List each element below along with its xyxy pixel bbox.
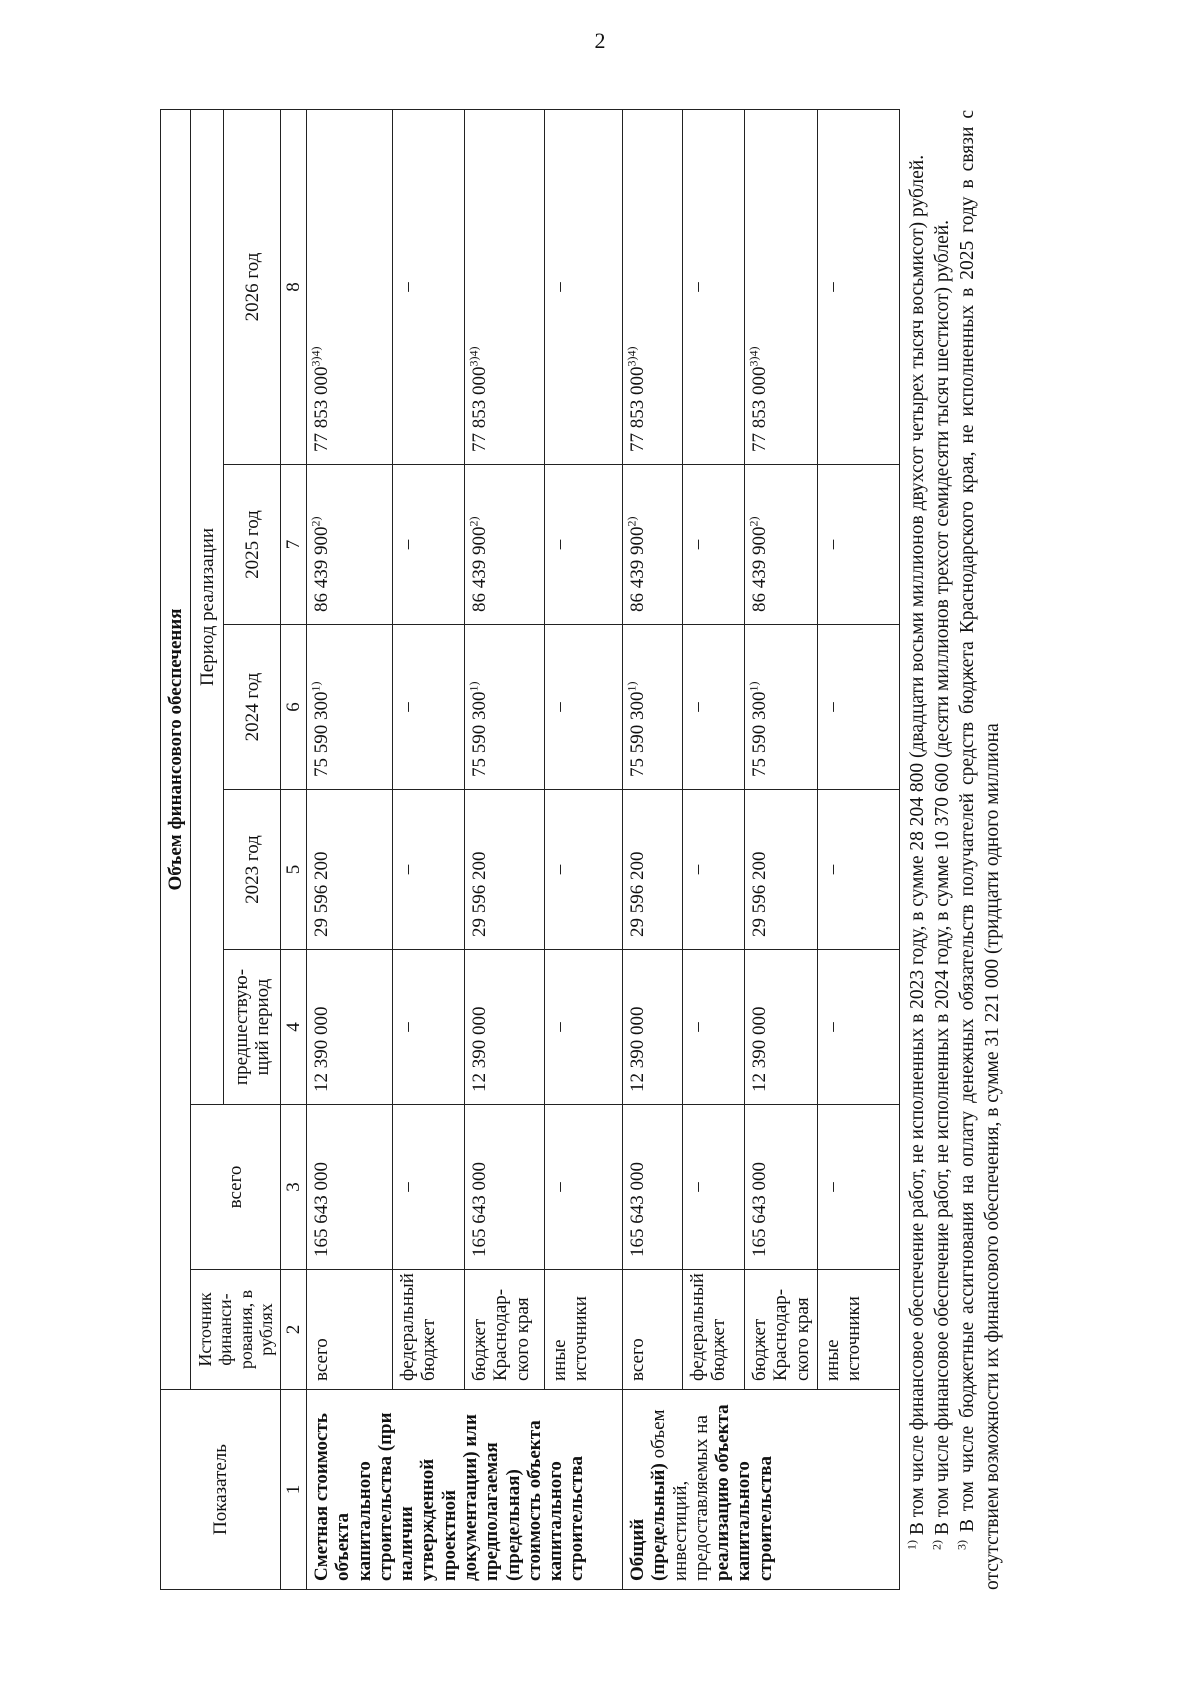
y2023-cell: – [393, 790, 465, 950]
col-number: 6 [280, 625, 306, 790]
y2026-cell: 77 853 $000^{3)4)}$ [623, 109, 683, 464]
indicator-cell [307, 1390, 623, 1590]
prev-cell: – [393, 950, 465, 1105]
source-cell: всего [623, 1270, 683, 1390]
table-row [745, 109, 818, 1589]
y2025-cell: 86 439 900$^{2)}$ [307, 465, 393, 625]
indicator-text: реализацию объекта капитального строительства [712, 1404, 776, 1581]
y2024-cell: – [393, 625, 465, 790]
y2023-cell: 29 596 200 [745, 790, 818, 950]
header-indicator: Показатель [161, 1390, 281, 1590]
indicator-text: предполагаемая (предельная) стоимость объекта капитального строительства [481, 1420, 588, 1581]
total-cell: 165 643 000 [465, 1105, 545, 1270]
y2024-cell: – [683, 625, 745, 790]
source-cell: бюджет Краснодар- ского края [465, 1270, 545, 1390]
col-number: 5 [280, 790, 306, 950]
page-number: 2 [594, 28, 606, 53]
y2023-cell: 29 596 200 [623, 790, 683, 950]
y2025-cell: 86 439 900$^{2)}$ [465, 465, 545, 625]
total-cell: – [545, 1105, 623, 1270]
source-cell: федеральный бюджет [683, 1270, 745, 1390]
y2026-cell: 77 853 $000^{3)4)}$ [465, 109, 545, 464]
rotated-content [160, 110, 1150, 1590]
y2026-cell: – [393, 109, 465, 464]
column-numbers-row [280, 109, 306, 1589]
total-cell: 165 643 000 [307, 1105, 393, 1270]
source-cell: иные источники [817, 1270, 899, 1390]
header-title: Объем финансового обеспечения [161, 109, 191, 1389]
total-cell: – [683, 1105, 745, 1270]
prev-cell: – [683, 950, 745, 1105]
y2026-cell: 77 853 $000^{3)4)}$ [307, 109, 393, 464]
footnote: $^{2)}$ В том числе финансовое обеспечение работ, не исполненных в 2024 году, в сумме 10 370 600 (десяти миллионов трехсот семидесяти тысяч шестисот) рублей. [929, 219, 953, 1550]
y2025-cell: – [545, 465, 623, 625]
prev-cell: – [817, 950, 899, 1105]
y2026-cell: – [817, 109, 899, 464]
y2025-cell: 86 439 900$^{2)}$ [745, 465, 818, 625]
footnote: $^{1)}$ В том числе финансовое обеспечение работ, не исполненных в 2023 году, в сумме 28 204 800 (двадцати восьми миллионов двухсот четырех тысяч восьмисот) рублей. [904, 154, 928, 1550]
header-2025: 2025 год [224, 465, 280, 625]
y2025-cell: – [393, 465, 465, 625]
col-number: 1 [280, 1390, 306, 1590]
y2026-cell: – [683, 109, 745, 464]
indicator-text: Сметная стоимость объекта капитального строительства (при наличии утвержденной проектной документации) или [311, 1412, 482, 1581]
table-row [465, 109, 545, 1589]
prev-cell: 12 390 000 [745, 950, 818, 1105]
y2023-cell: 29 596 200 [307, 790, 393, 950]
source-cell: федеральный бюджет [393, 1270, 465, 1390]
table-row [817, 109, 899, 1589]
total-cell: 165 643 000 [745, 1105, 818, 1270]
col-number: 2 [280, 1270, 306, 1390]
source-cell: бюджет Краснодар- ского края [745, 1270, 818, 1390]
header-2026: 2026 год [224, 109, 280, 464]
y2024-cell: 75 590 300$^{1)}$ [307, 625, 393, 790]
total-cell: – [817, 1105, 899, 1270]
y2024-cell: 75 590 300$^{1)}$ [465, 625, 545, 790]
y2023-cell: – [683, 790, 745, 950]
table-row [545, 109, 623, 1589]
col-number: 3 [280, 1105, 306, 1270]
y2025-cell: – [683, 465, 745, 625]
prev-cell: 12 390 000 [623, 950, 683, 1105]
footnotes [900, 110, 1006, 1590]
indicator-cell [623, 1390, 900, 1590]
table-row [307, 109, 393, 1589]
y2023-cell: 29 596 200 [465, 790, 545, 950]
y2024-cell: 75 590 300$^{1)}$ [623, 625, 683, 790]
total-cell: – [393, 1105, 465, 1270]
financing-table [160, 109, 900, 1590]
source-cell: иные источники [545, 1270, 623, 1390]
header-prev: предшествую- щий период [224, 950, 280, 1105]
header-total: всего [191, 1105, 281, 1270]
col-number: 7 [280, 465, 306, 625]
prev-cell: 12 390 000 [465, 950, 545, 1105]
source-cell: всего [307, 1270, 393, 1390]
y2026-cell: 77 853 $000^{3)4)}$ [745, 109, 818, 464]
y2026-cell: – [545, 109, 623, 464]
col-number: 4 [280, 950, 306, 1105]
y2024-cell: 75 590 300$^{1)}$ [745, 625, 818, 790]
indicator-text: Общий (предельный) [627, 1463, 670, 1581]
total-cell: 165 643 000 [623, 1105, 683, 1270]
header-source: Источник финанси- рования, в рублях [191, 1270, 281, 1390]
y2023-cell: – [545, 790, 623, 950]
prev-cell: 12 390 000 [307, 950, 393, 1105]
y2024-cell: – [545, 625, 623, 790]
table-row [393, 109, 465, 1589]
header-2024: 2024 год [224, 625, 280, 790]
y2025-cell: – [817, 465, 899, 625]
table-row [683, 109, 745, 1589]
header-period: Период реализации [191, 109, 224, 1104]
indicator-text: объем инвестиций, предоставляемых на [648, 1409, 712, 1581]
footnote: $^{3)}$ В том числе бюджетные ассигнования на оплату денежных обязательств получателей средств бюджета Краснодарского края, не исполненных в 2025 году в связи с отсутствием возможности их финансового обеспечения, в сумме 31 221 000 (тридцати одного миллиона [954, 110, 1003, 1590]
y2023-cell: – [817, 790, 899, 950]
header-2023: 2023 год [224, 790, 280, 950]
prev-cell: – [545, 950, 623, 1105]
y2025-cell: 86 439 900$^{2)}$ [623, 465, 683, 625]
col-number: 8 [280, 109, 306, 464]
table-row [623, 109, 683, 1589]
y2024-cell: – [817, 625, 899, 790]
